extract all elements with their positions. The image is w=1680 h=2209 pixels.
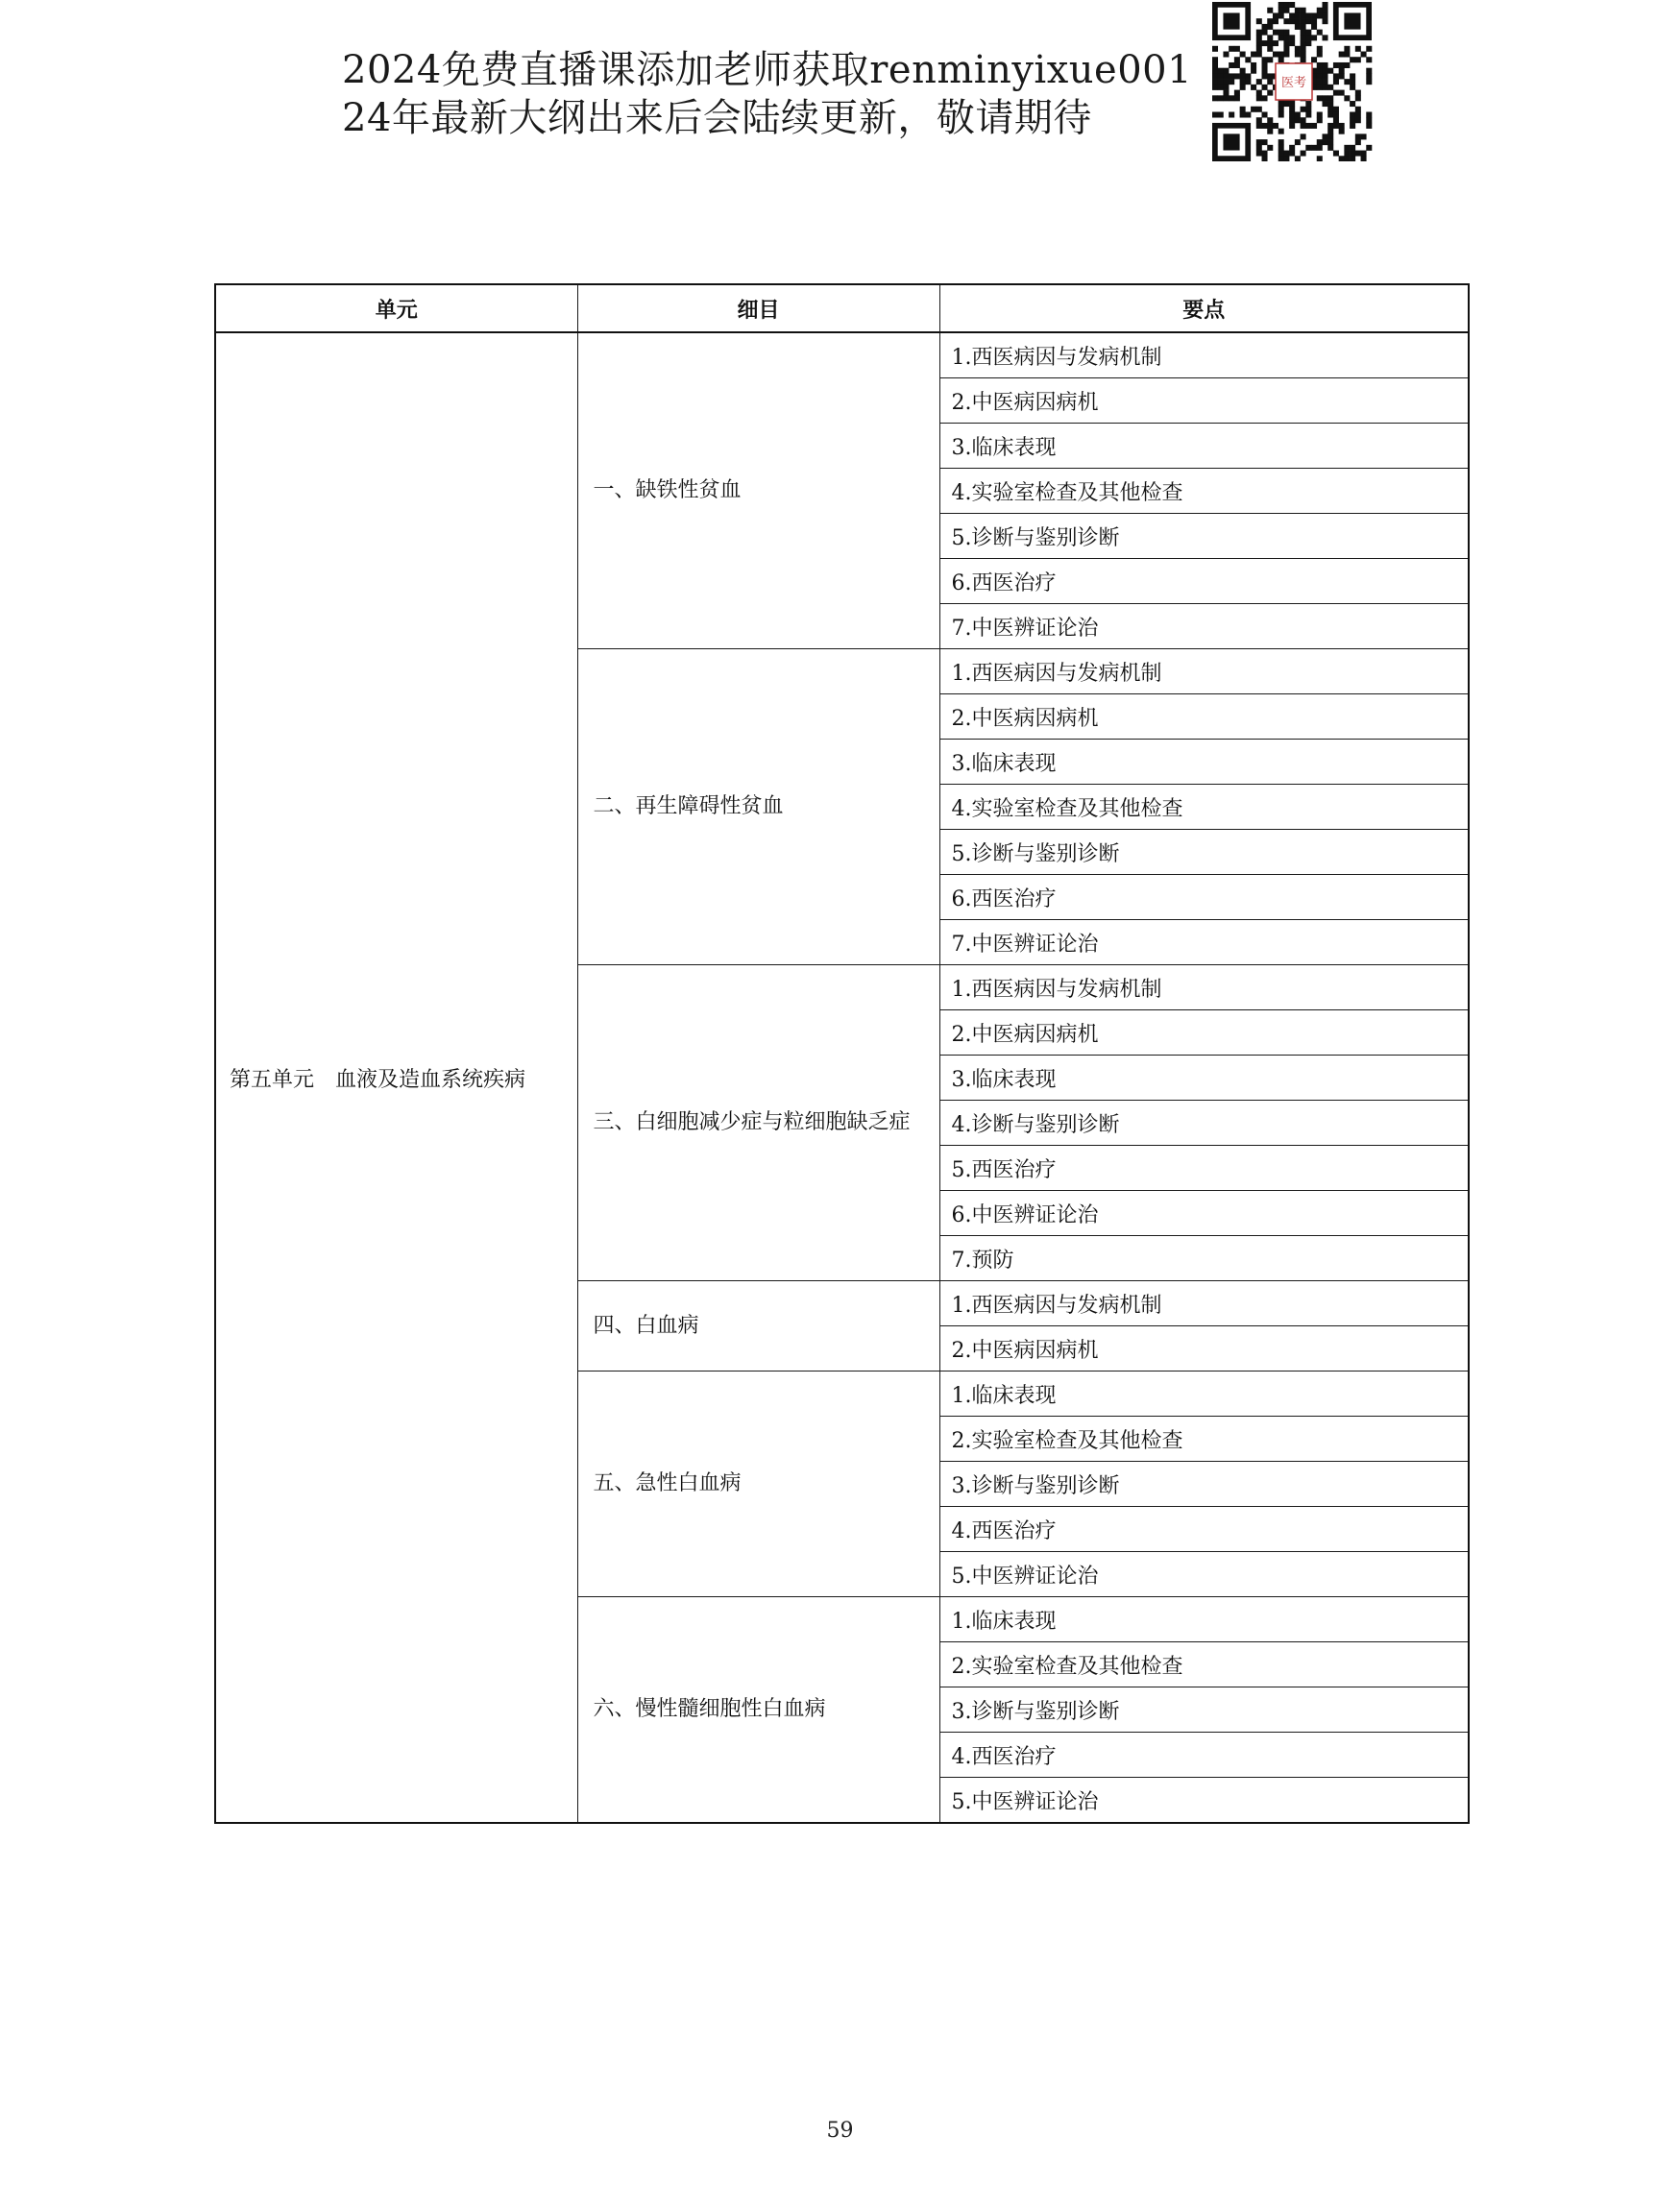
point-cell: 4.实验室检查及其他检查 (939, 785, 1469, 830)
item-cell: 六、慢性髓细胞性白血病 (577, 1597, 939, 1824)
point-cell: 6.西医治疗 (939, 559, 1469, 604)
point-cell: 7.预防 (939, 1236, 1469, 1281)
point-cell: 5.诊断与鉴别诊断 (939, 830, 1469, 875)
point-cell: 2.实验室检查及其他检查 (939, 1642, 1469, 1687)
point-cell: 1.西医病因与发病机制 (939, 332, 1469, 378)
point-cell: 1.西医病因与发病机制 (939, 649, 1469, 694)
header-notice (342, 46, 1192, 142)
header-line-2: 24年最新大纲出来后会陆续更新，敬请期待 (342, 96, 1092, 140)
item-cell: 五、急性白血病 (577, 1372, 939, 1597)
syllabus-table (214, 283, 1470, 1824)
point-cell: 1.临床表现 (939, 1597, 1469, 1642)
point-cell: 6.中医辨证论治 (939, 1191, 1469, 1236)
point-cell: 3.临床表现 (939, 740, 1469, 785)
point-cell: 4.西医治疗 (939, 1507, 1469, 1552)
point-cell: 3.临床表现 (939, 424, 1469, 469)
header-item: 细目 (577, 284, 939, 332)
point-cell: 2.中医病因病机 (939, 694, 1469, 740)
point-cell: 5.中医辨证论治 (939, 1778, 1469, 1824)
qr-code-icon (1212, 2, 1374, 161)
point-cell: 5.中医辨证论治 (939, 1552, 1469, 1597)
point-cell: 2.中医病因病机 (939, 1326, 1469, 1372)
point-cell: 1.西医病因与发病机制 (939, 965, 1469, 1010)
point-cell: 4.西医治疗 (939, 1733, 1469, 1778)
point-cell: 5.西医治疗 (939, 1146, 1469, 1191)
point-cell: 1.西医病因与发病机制 (939, 1281, 1469, 1326)
header-unit: 单元 (215, 284, 577, 332)
point-cell: 2.中医病因病机 (939, 378, 1469, 424)
item-cell: 三、白细胞减少症与粒细胞缺乏症 (577, 965, 939, 1281)
point-cell: 3.诊断与鉴别诊断 (939, 1687, 1469, 1733)
point-cell: 2.中医病因病机 (939, 1010, 1469, 1056)
point-cell: 7.中医辨证论治 (939, 604, 1469, 649)
point-cell: 4.诊断与鉴别诊断 (939, 1101, 1469, 1146)
header-line-1: 2024免费直播课添加老师获取renminyixue001 (342, 48, 1193, 92)
point-cell: 3.临床表现 (939, 1056, 1469, 1101)
page-number: 59 (826, 2119, 854, 2143)
qr-logo-text: 医考 (1280, 76, 1307, 90)
point-cell: 2.实验室检查及其他检查 (939, 1417, 1469, 1462)
point-cell: 5.诊断与鉴别诊断 (939, 514, 1469, 559)
item-cell: 四、白血病 (577, 1281, 939, 1372)
item-cell: 二、再生障碍性贫血 (577, 649, 939, 965)
item-cell: 一、缺铁性贫血 (577, 332, 939, 649)
unit-cell: 第五单元 血液及造血系统疾病 (215, 332, 577, 1823)
point-cell: 4.实验室检查及其他检查 (939, 469, 1469, 514)
table-header-row (215, 284, 1469, 332)
table-row (215, 332, 1469, 378)
point-cell: 3.诊断与鉴别诊断 (939, 1462, 1469, 1507)
point-cell: 7.中医辨证论治 (939, 920, 1469, 965)
header-points: 要点 (939, 284, 1469, 332)
point-cell: 6.西医治疗 (939, 875, 1469, 920)
point-cell: 1.临床表现 (939, 1372, 1469, 1417)
